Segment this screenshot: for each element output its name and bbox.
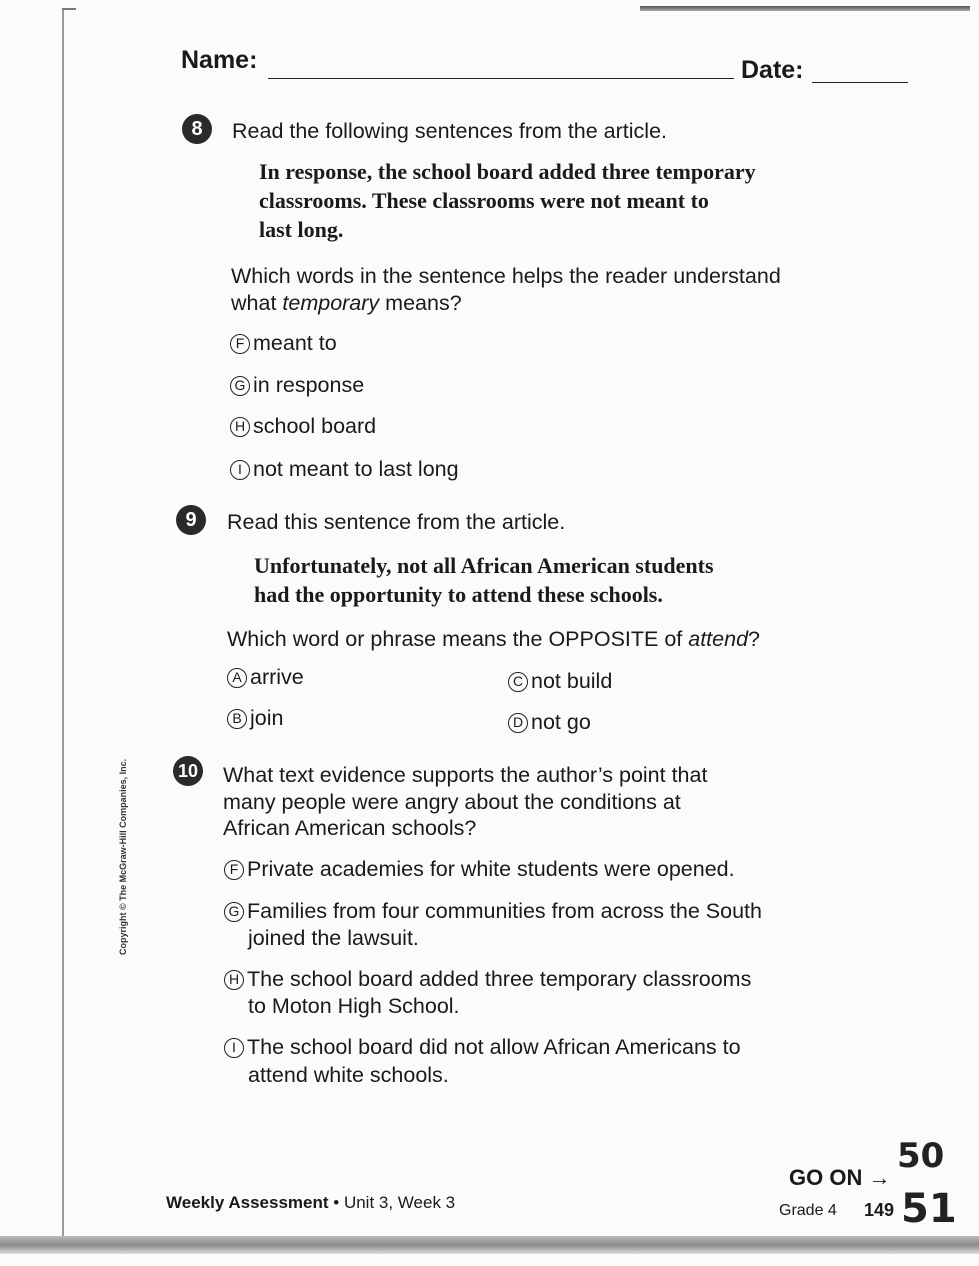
- q8-option-f-text: meant to: [253, 331, 337, 355]
- q8-option-h-text: school board: [253, 414, 377, 438]
- question-9-quote-line-1: Unfortunately, not all African American students: [254, 553, 714, 578]
- answer-bubble-i[interactable]: I: [230, 460, 250, 480]
- question-9-number: 9: [176, 505, 206, 535]
- question-10-prompt-line-2: many people were angry about the conditions at: [223, 790, 681, 814]
- question-8-intro: Read the following sentences from the article.: [232, 119, 668, 143]
- q10-option-f-text: Private academies for white students were opened.: [247, 857, 735, 881]
- question-8-quote-line-3: last long.: [259, 217, 344, 242]
- question-9-quote-line-2: had the opportunity to attend these schools.: [254, 582, 663, 607]
- q9-option-b[interactable]: [227, 705, 283, 732]
- q8-option-g[interactable]: [230, 372, 364, 399]
- q10-option-h-text-line-1: The school board added three temporary classrooms: [247, 967, 752, 991]
- page-number: 149: [864, 1200, 895, 1220]
- q10-option-g-text-line-1: Families from four communities from across the South: [247, 899, 762, 923]
- q8-option-i-text: not meant to last long: [253, 457, 459, 481]
- question-10-prompt-line-1: What text evidence supports the author’s point that: [223, 763, 708, 787]
- scan-corner: [62, 8, 76, 10]
- q8-option-g-text: in response: [253, 373, 365, 397]
- question-8-number: 8: [182, 114, 212, 144]
- scan-edge-left: [62, 8, 64, 1238]
- answer-bubble-f[interactable]: F: [230, 334, 250, 354]
- date-label: Date:: [741, 56, 804, 84]
- answer-bubble-a[interactable]: A: [227, 668, 247, 688]
- scan-edge-top: [640, 6, 970, 11]
- name-label: Name:: [181, 46, 258, 74]
- question-8-prompt-line-1: Which words in the sentence helps the reader understand: [231, 264, 781, 288]
- q8-option-f[interactable]: [230, 330, 337, 357]
- answer-bubble-b[interactable]: B: [227, 709, 247, 729]
- q8-option-h[interactable]: [230, 413, 376, 440]
- answer-bubble-f[interactable]: F: [224, 860, 244, 880]
- question-10-prompt-line-3: African American schools?: [223, 816, 477, 840]
- date-line: [812, 82, 908, 83]
- q9-option-a-text: arrive: [250, 665, 304, 689]
- q10-option-g[interactable]: [224, 898, 762, 925]
- answer-bubble-g[interactable]: G: [224, 902, 244, 922]
- question-8-prompt-line-2: what temporary means?: [231, 291, 462, 315]
- footer-assessment-title: Weekly Assessment • Unit 3, Week 3: [166, 1193, 456, 1212]
- go-on-label: GO ON →: [789, 1165, 891, 1190]
- answer-bubble-g[interactable]: G: [230, 376, 250, 396]
- q10-option-g-text-line-2: joined the lawsuit.: [248, 926, 419, 950]
- q9-option-b-text: join: [250, 706, 284, 730]
- q9-option-d[interactable]: [508, 709, 591, 736]
- answer-bubble-i[interactable]: I: [224, 1038, 244, 1058]
- handwritten-score-bottom: 51: [901, 1186, 957, 1232]
- q8-option-i[interactable]: [230, 456, 459, 483]
- q10-option-h[interactable]: [224, 966, 751, 993]
- q9-option-c[interactable]: [508, 668, 612, 695]
- q9-option-a[interactable]: [227, 664, 304, 691]
- q9-option-c-text: not build: [531, 669, 613, 693]
- question-9-prompt: Which word or phrase means the OPPOSITE of attend?: [227, 627, 760, 651]
- answer-bubble-h[interactable]: H: [230, 417, 250, 437]
- q10-option-h-text-line-2: to Moton High School.: [248, 994, 460, 1018]
- q10-option-i[interactable]: [224, 1034, 741, 1061]
- question-9-intro: Read this sentence from the article.: [227, 510, 566, 534]
- answer-bubble-h[interactable]: H: [224, 970, 244, 990]
- q9-option-d-text: not go: [531, 710, 591, 734]
- grade-label: Grade 4: [779, 1202, 837, 1219]
- scan-edge-bottom: [0, 1236, 979, 1254]
- handwritten-score-top: 50: [897, 1136, 945, 1176]
- question-8-quote-line-2: classrooms. These classrooms were not meant to: [259, 188, 709, 213]
- q10-option-i-text-line-1: The school board did not allow African Americans to: [247, 1035, 741, 1059]
- copyright-notice: Copyright © The McGraw-Hill Companies, Inc.: [118, 758, 128, 955]
- q10-option-f[interactable]: [224, 856, 735, 883]
- answer-bubble-c[interactable]: C: [508, 672, 528, 692]
- name-line: [268, 78, 734, 79]
- question-8-quote-line-1: In response, the school board added three temporary: [259, 159, 756, 184]
- answer-bubble-d[interactable]: D: [508, 713, 528, 733]
- question-10-number: 10: [173, 756, 203, 786]
- q10-option-i-text-line-2: attend white schools.: [248, 1063, 449, 1087]
